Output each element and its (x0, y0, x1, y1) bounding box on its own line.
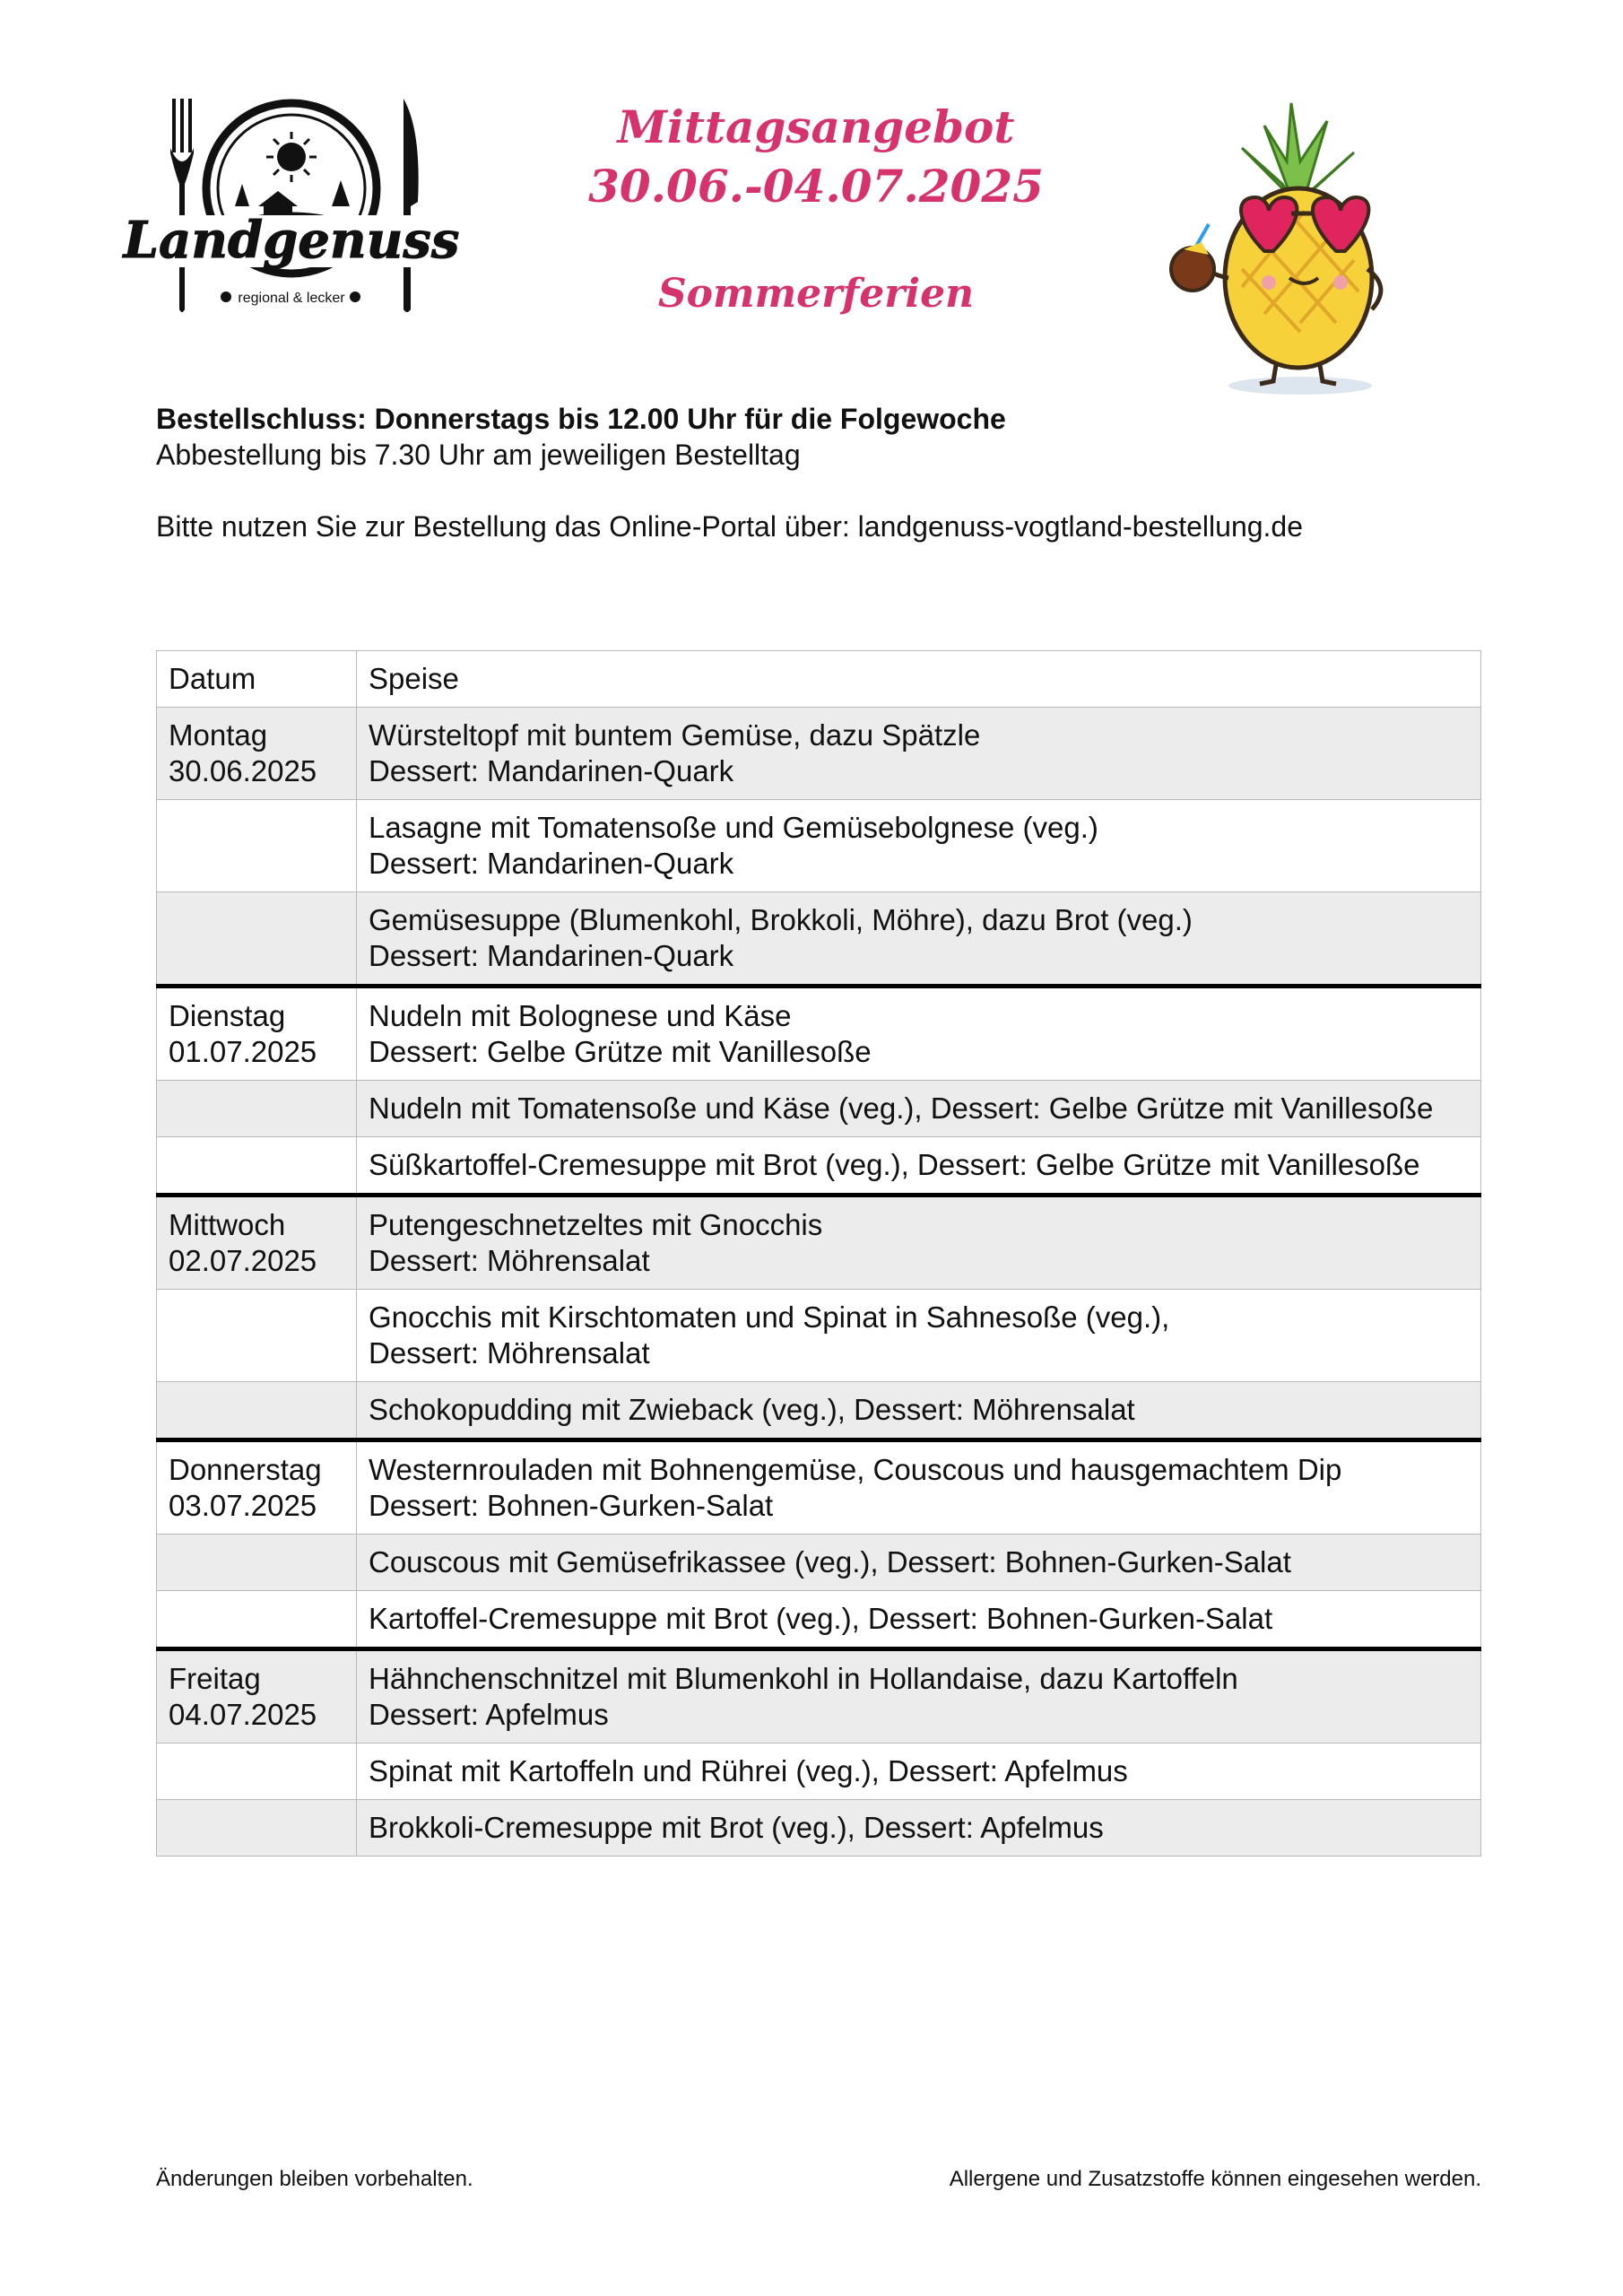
table-row (157, 1744, 1481, 1800)
date-cell (157, 1800, 357, 1857)
dish-cell (357, 800, 1481, 892)
dish-text: Kartoffel-Cremesuppe mit Brot (veg.), Dessert: Bohnen-Gurken-Salat (369, 1602, 1273, 1635)
dish-text: Putengeschnetzeltes mit Gnocchis (369, 1208, 823, 1241)
dish-text: Gemüsesuppe (Blumenkohl, Brokkoli, Möhre), dazu Brot (veg.) (369, 903, 1193, 936)
dish-text: Spinat mit Kartoffeln und Rührei (veg.), Dessert: Apfelmus (369, 1754, 1128, 1787)
table-row (157, 1800, 1481, 1857)
dish-text: Hähnchenschnitzel mit Blumenkohl in Hollandaise, dazu Kartoffeln (369, 1662, 1238, 1695)
table-row (157, 892, 1481, 987)
table-row (157, 1591, 1481, 1649)
table-row (157, 800, 1481, 892)
dish-text: Schokopudding mit Zwieback (veg.), Dessert: Möhrensalat (369, 1393, 1135, 1426)
dish-cell (357, 892, 1481, 987)
table-header-row (157, 651, 1481, 708)
weekday: Montag (169, 718, 268, 752)
dish-text: Nudeln mit Tomatensoße und Käse (veg.), Dessert: Gelbe Grütze mit Vanillesoße (369, 1091, 1434, 1125)
dessert-text: Dessert: Möhrensalat (369, 1336, 650, 1370)
dessert-text: Dessert: Apfelmus (369, 1698, 609, 1731)
order-deadline: Bestellschluss: Donnerstags bis 12.00 Uhr für die Folgewoche (156, 403, 1006, 435)
dish-text: Lasagne mit Tomatensoße und Gemüsebolgnese (veg.) (369, 811, 1098, 844)
dish-cell (357, 1591, 1481, 1649)
date-cell (157, 1081, 357, 1137)
date-cell (157, 1535, 357, 1591)
menu-title: Mittagsangebot (617, 100, 1015, 153)
table-row (157, 1196, 1481, 1290)
date-cell (157, 1196, 357, 1290)
weekday: Donnerstag (169, 1453, 322, 1486)
header-speise: Speise (357, 651, 1481, 708)
date-cell (157, 1440, 357, 1535)
dessert-text: Dessert: Möhrensalat (369, 1244, 650, 1277)
date: 04.07.2025 (169, 1698, 317, 1731)
dish-cell (357, 1440, 1481, 1535)
table-row (157, 1081, 1481, 1137)
dish-cell (357, 1744, 1481, 1800)
table-row (157, 1290, 1481, 1382)
date-cell (157, 1290, 357, 1382)
date: 03.07.2025 (169, 1489, 317, 1522)
date-cell (157, 1382, 357, 1440)
pineapple-sunglasses-icon (1157, 99, 1417, 399)
date-cell (157, 1744, 357, 1800)
date-cell (157, 892, 357, 987)
dish-cell (357, 708, 1481, 800)
date-cell (157, 800, 357, 892)
date-cell (157, 987, 357, 1081)
menu-date-range: 30.06.-04.07.2025 (588, 160, 1044, 213)
dessert-text: Dessert: Mandarinen-Quark (369, 939, 734, 972)
weekday: Freitag (169, 1662, 261, 1695)
table-row (157, 987, 1481, 1081)
dish-cell (357, 1081, 1481, 1137)
dish-text: Gnocchis mit Kirschtomaten und Spinat in Sahnesoße (veg.), (369, 1300, 1170, 1334)
dish-cell (357, 1800, 1481, 1857)
date: 02.07.2025 (169, 1244, 317, 1277)
menu-table (156, 650, 1481, 1857)
dish-text: Süßkartoffel-Cremesuppe mit Brot (veg.), Dessert: Gelbe Grütze mit Vanillesoße (369, 1148, 1420, 1181)
dish-cell (357, 987, 1481, 1081)
dish-cell (357, 1382, 1481, 1440)
date: 30.06.2025 (169, 754, 317, 787)
dish-cell (357, 1196, 1481, 1290)
table-row (157, 1137, 1481, 1196)
date: 01.07.2025 (169, 1035, 317, 1068)
order-portal-info: Bitte nutzen Sie zur Bestellung das Online-Portal über: landgenuss-vogtland-bestellung.de (156, 510, 1304, 543)
knife-icon (404, 99, 419, 312)
dessert-text: Dessert: Mandarinen-Quark (369, 847, 734, 880)
footer-allergens: Allergene und Zusatzstoffe können eingesehen werden. (949, 2167, 1481, 2191)
cancellation-info: Abbestellung bis 7.30 Uhr am jeweiligen Bestelltag (156, 439, 801, 471)
dish-cell (357, 1649, 1481, 1744)
dessert-text: Dessert: Mandarinen-Quark (369, 754, 734, 787)
dish-cell (357, 1535, 1481, 1591)
landgenuss-logo (123, 94, 460, 318)
dish-text: Westernrouladen mit Bohnengemüse, Couscous und hausgemachtem Dip (369, 1453, 1342, 1486)
footer-disclaimer: Änderungen bleiben vorbehalten. (156, 2167, 473, 2191)
date-cell (157, 1137, 357, 1196)
date-cell (157, 1649, 357, 1744)
date-cell (157, 1591, 357, 1649)
sun-icon (266, 132, 317, 182)
fork-icon (170, 99, 194, 312)
table-row (157, 1649, 1481, 1744)
date-cell (157, 708, 357, 800)
dessert-text: Dessert: Bohnen-Gurken-Salat (369, 1489, 774, 1522)
dish-text: Nudeln mit Bolognese und Käse (369, 999, 792, 1032)
header-datum: Datum (157, 651, 357, 708)
svg-text:Landgenuss: Landgenuss (123, 211, 460, 270)
weekday: Dienstag (169, 999, 286, 1032)
dish-cell (357, 1137, 1481, 1196)
dish-text: Würsteltopf mit buntem Gemüse, dazu Spätzle (369, 718, 981, 752)
menu-subtitle: Sommerferien (657, 271, 975, 317)
dish-cell (357, 1290, 1481, 1382)
dish-text: Couscous mit Gemüsefrikassee (veg.), Dessert: Bohnen-Gurken-Salat (369, 1545, 1291, 1578)
dessert-text: Dessert: Gelbe Grütze mit Vanillesoße (369, 1035, 872, 1068)
weekday: Mittwoch (169, 1208, 286, 1241)
svg-text:regional & lecker: regional & lecker (238, 291, 345, 306)
table-row (157, 1440, 1481, 1535)
dish-text: Brokkoli-Cremesuppe mit Brot (veg.), Dessert: Apfelmus (369, 1811, 1104, 1844)
table-row (157, 1535, 1481, 1591)
table-row (157, 708, 1481, 800)
table-row (157, 1382, 1481, 1440)
